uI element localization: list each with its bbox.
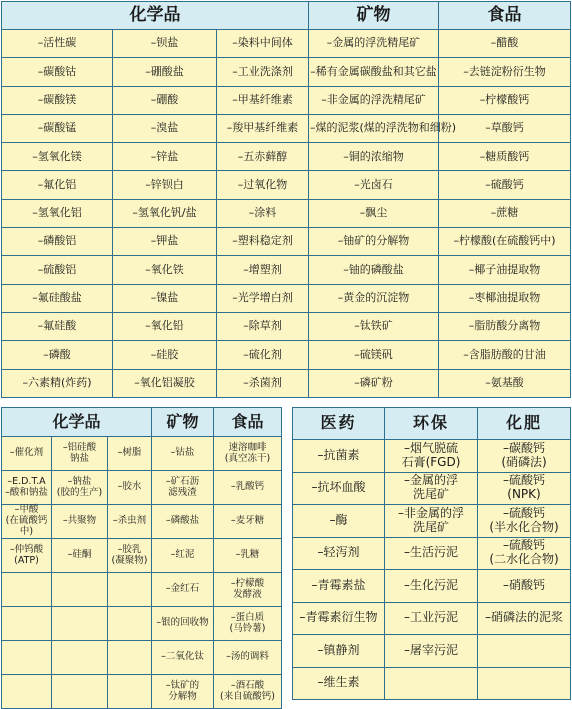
table-row [2,228,571,256]
table-cell: –柠檬酸(在硫酸钙中) [439,228,571,256]
table-cell: –E.D.T.A –酸和钠盐 [2,471,52,505]
table-cell: –非金属的浮 洗尾矿 [385,505,478,538]
table-cell: –矿石沥 滤残渣 [152,471,214,505]
table-cell: –硼酸盐 [113,58,217,86]
table-cell: –氧化铁 [113,256,217,284]
table-cell: –钾盐 [113,228,217,256]
table-cell: –氟硅酸盐 [2,284,113,312]
table-top [1,1,571,398]
table-row [293,602,571,635]
table-cell: –杀菌剂 [217,369,309,397]
table-bottom-right-body [293,440,571,700]
table-row [2,437,282,471]
table-cell: –氢氧化镁 [2,143,113,171]
table-row [2,505,282,539]
table-cell [52,641,108,675]
table-cell: –硫酸钙 (NPK) [478,472,571,505]
table-bottom-right [292,407,571,700]
table-cell: –钛铁矿 [309,312,439,340]
table-cell: –稀有金属碳酸盐和其它盐 [309,58,439,86]
table-cell: –硫化剂 [217,341,309,369]
table-cell: –锌钡白 [113,171,217,199]
table-row [293,570,571,603]
table-cell: –硅胶 [113,341,217,369]
table-cell: –碳酸钙 (硝磷法) [478,440,571,473]
table-cell: –二氧化钛 [152,641,214,675]
table-row [2,284,571,312]
table-cell: –非金属的浮洗精尾矿 [309,86,439,114]
table-cell: –乳酸钙 [214,471,282,505]
table-cell: –氨基酸 [439,369,571,397]
table-bottom-right-header-row [293,408,571,440]
table-row [2,607,282,641]
table-row [2,312,571,340]
table-cell: –铀的磷酸盐 [309,256,439,284]
table-cell: –氢氧化钒/盐 [113,199,217,227]
table-top-header-row [2,2,571,30]
table-bottom-left-body [2,437,282,709]
table-cell: –铜的浓缩物 [309,143,439,171]
table-row [2,539,282,573]
table-row [2,114,571,142]
table-cell: –甲基纤维素 [217,86,309,114]
table-cell: –锌盐 [113,143,217,171]
table-cell: –甲酸 (在硫酸钙中) [2,505,52,539]
table-row [293,472,571,505]
header-food: 食品 [439,2,571,30]
table-cell: –钠盐 (胶的生产) [52,471,108,505]
table-row [2,369,571,397]
table-cell [478,667,571,700]
table-cell: –硫酸铝 [2,256,113,284]
table-row [2,341,571,369]
table-cell: –氟化铝 [2,171,113,199]
table-cell: –硅酮 [52,539,108,573]
table-cell: –银的回收物 [152,607,214,641]
table-cell: –汤的调料 [214,641,282,675]
table-cell [52,573,108,607]
table-cell: –醋酸 [439,30,571,58]
table-cell: –过氧化物 [217,171,309,199]
table-row [293,635,571,668]
header-environment: 环保 [385,408,478,440]
table-cell: –碳酸钴 [2,58,113,86]
table-cell: –增塑剂 [217,256,309,284]
table-cell: –染料中间体 [217,30,309,58]
table-cell: –磷酸盐 [152,505,214,539]
table-cell [52,607,108,641]
table-cell: –铝硅酸 钠盐 [52,437,108,471]
table-cell: –乳糖 [214,539,282,573]
table-cell: –溴盐 [113,114,217,142]
table-cell: –催化剂 [2,437,52,471]
table-cell: –硫镁矾 [309,341,439,369]
table-cell: –青霉素盐 [293,570,385,603]
table-cell: –轻泻剂 [293,537,385,570]
table-cell: –塑料稳定剂 [217,228,309,256]
table-cell: –枣椰油提取物 [439,284,571,312]
header-chemicals: 化学品 [2,2,309,30]
table-cell: –屠宰污泥 [385,635,478,668]
header-medicine: 医药 [293,408,385,440]
table-cell: –蔗糖 [439,199,571,227]
table-cell: –共聚物 [52,505,108,539]
table-cell: –工业洗涤剂 [217,58,309,86]
table-cell: –胶水 [108,471,152,505]
table-row [293,505,571,538]
table-cell: –光卤石 [309,171,439,199]
table-row [2,573,282,607]
table-cell: –工业污泥 [385,602,478,635]
table-cell: –飘尘 [309,199,439,227]
table-cell: –碳酸镁 [2,86,113,114]
table-cell: –碳酸锰 [2,114,113,142]
table-row [2,143,571,171]
table-row [2,86,571,114]
table-cell: –硼酸 [113,86,217,114]
table-cell: –硫酸钙 (二水化合物) [478,537,571,570]
table-cell: –氧化铅 [113,312,217,340]
table-cell: –活性碳 [2,30,113,58]
header-food: 食品 [214,408,282,437]
table-cell: –生活污泥 [385,537,478,570]
header-minerals: 矿物 [152,408,214,437]
table-row [2,171,571,199]
table-row [293,440,571,473]
table-cell: –磷矿粉 [309,369,439,397]
table-cell: –除草剂 [217,312,309,340]
table-cell: –酶 [293,505,385,538]
table-bottom-left [1,407,282,709]
table-cell [2,675,52,709]
table-cell: –蛋白质 (马铃薯) [214,607,282,641]
table-cell [2,573,52,607]
table-cell [2,641,52,675]
table-cell: –镍盐 [113,284,217,312]
table-cell: –杀虫剂 [108,505,152,539]
table-cell: –六素精(炸药) [2,369,113,397]
table-cell: –维生素 [293,667,385,700]
table-cell: –柠檬酸钙 [439,86,571,114]
table-cell: –抗坏血酸 [293,472,385,505]
table-cell: –仲钨酸 (ATP) [2,539,52,573]
table-cell: –煤的泥浆(煤的浮洗物和细粉) [309,114,439,142]
table-cell: –生化污泥 [385,570,478,603]
table-cell: –柠檬酸 发酵液 [214,573,282,607]
table-bottom-left-header-row [2,408,282,437]
table-cell: –涂料 [217,199,309,227]
table-cell: –含脂肪酸的甘油 [439,341,571,369]
table-cell: –五赤藓醇 [217,143,309,171]
header-fertilizer: 化肥 [478,408,571,440]
table-cell [2,607,52,641]
table-cell: –钡盐 [113,30,217,58]
table-cell: –去链淀粉衍生物 [439,58,571,86]
table-row [2,30,571,58]
table-cell: –黄金的沉淀物 [309,284,439,312]
table-cell: –树脂 [108,437,152,471]
table-cell [108,641,152,675]
table-cell: –硝磷法的泥浆 [478,602,571,635]
table-top-body [2,30,571,398]
header-minerals: 矿物 [309,2,439,30]
table-cell: –磷酸铝 [2,228,113,256]
table-cell: –硝酸钙 [478,570,571,603]
table-cell: –抗菌素 [293,440,385,473]
table-cell: –钴盐 [152,437,214,471]
table-cell [385,667,478,700]
table-cell: 速溶咖啡 (真空冻干) [214,437,282,471]
table-cell: –金属的浮洗精尾矿 [309,30,439,58]
table-cell: –镇静剂 [293,635,385,668]
table-row [293,537,571,570]
table-row [2,675,282,709]
table-cell: –脂肪酸分离物 [439,312,571,340]
table-cell [52,675,108,709]
table-cell: –草酸钙 [439,114,571,142]
table-cell: –糖质酸钙 [439,143,571,171]
table-cell: –铀矿的分解物 [309,228,439,256]
table-cell: –光学增白剂 [217,284,309,312]
table-row [2,471,282,505]
table-cell [478,635,571,668]
table-cell: –硫酸钙 [439,171,571,199]
table-cell [108,675,152,709]
table-cell: –红泥 [152,539,214,573]
table-row [293,667,571,700]
table-cell [108,573,152,607]
table-cell: –羧甲基纤维素 [217,114,309,142]
table-cell: –钛矿的 分解物 [152,675,214,709]
table-cell: –氧化铝凝胶 [113,369,217,397]
table-cell: –金属的浮 洗尾矿 [385,472,478,505]
table-cell: –氟硅酸 [2,312,113,340]
table-cell: –金红石 [152,573,214,607]
table-cell: –青霉素衍生物 [293,602,385,635]
table-cell: –胶乳 (凝聚物) [108,539,152,573]
table-cell: –硫酸钙 (半水化合物) [478,505,571,538]
table-cell: –磷酸 [2,341,113,369]
table-row [2,199,571,227]
table-cell: –椰子油提取物 [439,256,571,284]
table-row [2,641,282,675]
table-cell: –烟气脱硫 石膏(FGD) [385,440,478,473]
table-cell: –麦牙糖 [214,505,282,539]
table-cell: –酒石酸 (来自硫酸钙) [214,675,282,709]
table-row [2,256,571,284]
header-chemicals: 化学品 [2,408,152,437]
table-row [2,58,571,86]
table-cell: –氢氧化铝 [2,199,113,227]
table-cell [108,607,152,641]
